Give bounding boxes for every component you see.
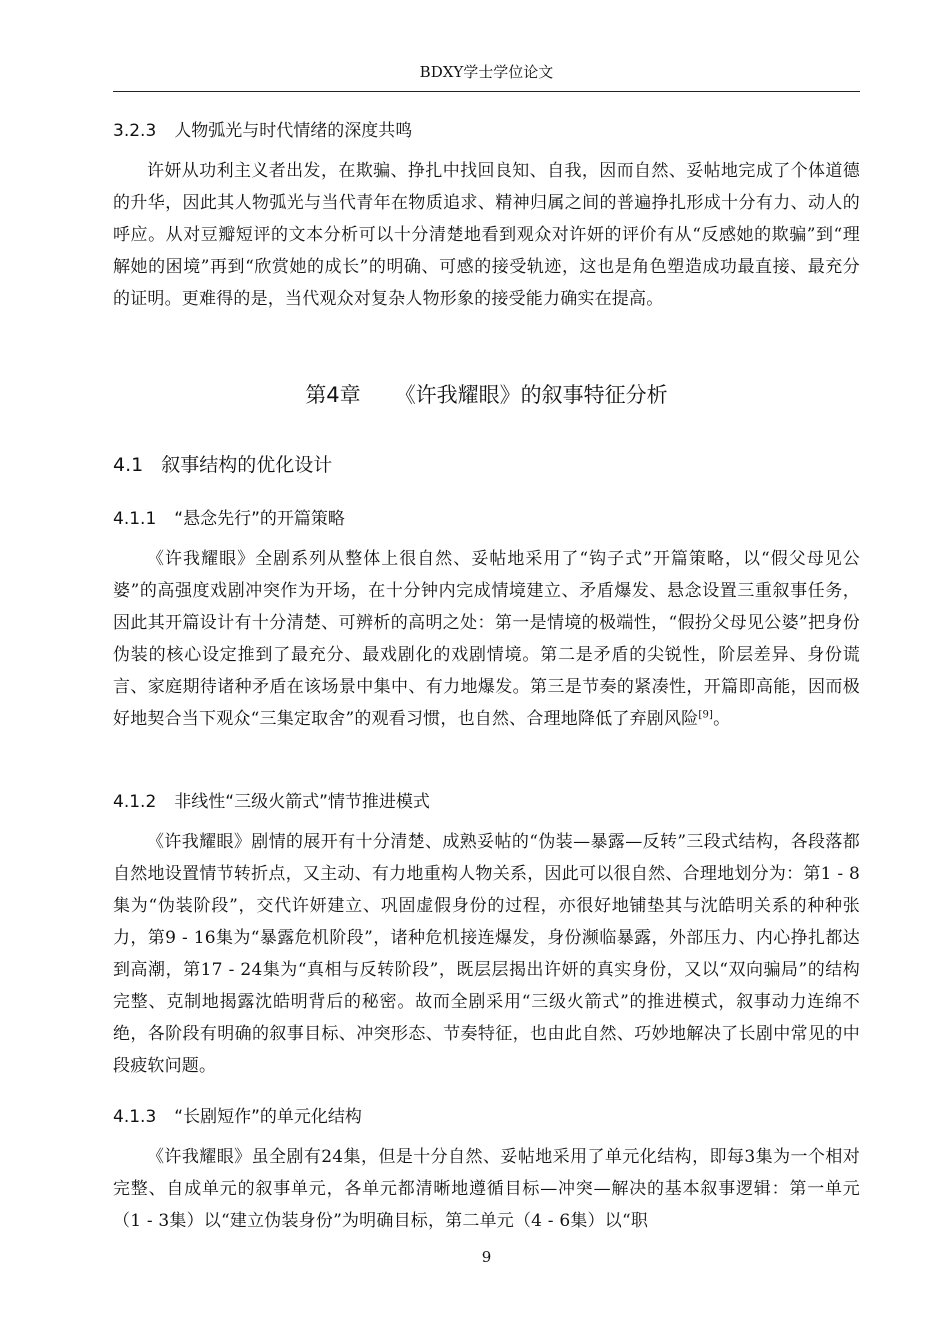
section-number: 4.1.1 xyxy=(113,509,157,529)
section-heading-4-1-1 xyxy=(113,507,345,531)
chapter-heading xyxy=(113,380,860,410)
paragraph-4-1-3: 《许我耀眼》虽全剧有24集，但是十分自然、妥帖地采用了单元化结构，即每3集为一个相对完整、自成单元的叙事单元，各单元都清晰地遵循目标—冲突—解决的基本叙事逻辑：第一单元（1 - 3集）以“建立伪装身份”为明确目标，第二单元（4 - 6集）以“职 xyxy=(113,1147,860,1231)
section-heading-4-1-3 xyxy=(113,1105,362,1129)
section-number: 4.1.2 xyxy=(113,792,157,812)
section-heading-4-1 xyxy=(113,453,332,477)
section-title: 叙事结构的优化设计 xyxy=(161,454,333,476)
section-title: 人物弧光与时代情绪的深度共鸣 xyxy=(174,121,413,141)
page-number: 9 xyxy=(481,1248,492,1266)
paragraph-text: 《许我耀眼》全剧系列从整体上很自然、妥帖地采用了“钩子式”开篇策略，以“假父母见公婆”的高强度戏剧冲突作为开场，在十分钟内完成情境建立、矛盾爆发、悬念设置三重叙事任务，因此其开篇设计有十分清楚、可辨析的高明之处：第一是情境的极端性，“假扮父母见公婆”把身份伪装的核心设定推到了最充分、最戏剧化的戏剧情境。第二是矛盾的尖锐性，阶层差异、身份谎言、家庭期待诸种矛盾在该场景中集中、有力地爆发。第三是节奏的紧凑性，开篇即高能，因而极好地契合当下观众“三集定取舍”的观看习惯，也自然、合理地降低了弃剧风险 xyxy=(113,549,860,729)
section-number: 3.2.3 xyxy=(113,121,157,141)
running-header: BDXY学士学位论文 xyxy=(419,63,554,81)
section-title: 非线性“三级火箭式”情节推进模式 xyxy=(174,792,430,812)
section-title: “悬念先行”的开篇策略 xyxy=(174,509,345,529)
section-heading-4-1-2 xyxy=(113,790,430,814)
section-number: 4.1.3 xyxy=(113,1107,157,1127)
paragraph-3-2-3: 许妍从功利主义者出发，在欺骗、挣扎中找回良知、自我，因而自然、妥帖地完成了个体道德的升华，因此其人物弧光与当代青年在物质追求、精神归属之间的普遍挣扎形成十分有力、动人的呼应。从对豆瓣短评的文本分析可以十分清楚地看到观众对许妍的评价有从“反感她的欺骗”到“理解她的困境”再到“欣赏她的成长”的明确、可感的接受轨迹，这也是角色塑造成功最直接、最充分的证明。更难得的是，当代观众对复杂人物形象的接受能力确实在提高。 xyxy=(113,161,860,309)
section-title: “长剧短作”的单元化结构 xyxy=(174,1107,362,1127)
section-heading-3-2-3 xyxy=(113,119,412,143)
paragraph-end: 。 xyxy=(713,709,731,729)
paragraph-4-1-2: 《许我耀眼》剧情的展开有十分清楚、成熟妥帖的“伪装—暴露—反转”三段式结构，各段落都自然地设置情节转折点，又主动、有力地重构人物关系，因此可以很自然、合理地划分为：第1 - 8集为“伪装阶段”，交代许妍建立、巩固虚假身份的过程，亦很好地铺垫其与沈皓明关系的种种张力，第9 - 16集为“暴露危机阶段”，诸种危机接连爆发，身份濒临暴露，外部压力、内心挣扎都达到高潮，第17 - 24集为“真相与反转阶段”，既层层揭出许妍的真实身份，又以“双向骗局”的结构完整、克制地揭露沈皓明背后的秘密。故而全剧采用“三级火箭式”的推进模式，叙事动力连绵不绝，各阶段有明确的叙事目标、冲突形态、节奏特征，也由此自然、巧妙地解决了长剧中常见的中段疲软问题。 xyxy=(113,832,860,1076)
chapter-number: 第4章 xyxy=(305,383,361,407)
section-number: 4.1 xyxy=(113,454,144,476)
citation-ref: [9] xyxy=(698,709,714,721)
paragraph-4-1-1 xyxy=(113,543,860,735)
header-rule xyxy=(113,91,860,92)
chapter-title: 《许我耀眼》的叙事特征分析 xyxy=(394,383,668,407)
